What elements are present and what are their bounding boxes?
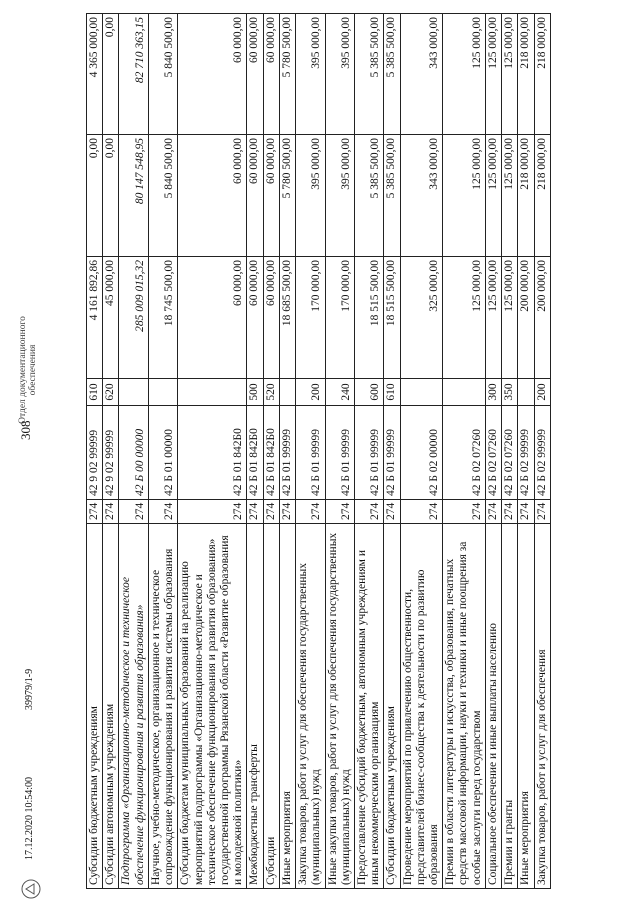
row-csr-code-cell: 42 Б 02 07260	[443, 406, 486, 500]
table-row	[119, 14, 148, 889]
row-amount-2021-cell: 60 000,00	[178, 257, 247, 379]
row-vedom-cell: 274	[178, 500, 247, 524]
table-row	[148, 14, 177, 889]
row-vedom-cell: 274	[263, 500, 279, 524]
row-vedom-cell: 274	[400, 500, 443, 524]
row-amount-2023-cell: 4 365 000,00	[87, 14, 103, 135]
table-row	[279, 14, 295, 889]
row-name-cell: Подпрограмма «Организационно-методическое и техническое обеспечение функционирования и развития образования»	[119, 524, 148, 889]
row-amount-2023-cell: 5 840 500,00	[148, 14, 177, 135]
table-row	[103, 14, 119, 889]
row-name-cell: Субсидии автономным учреждениям	[103, 524, 119, 889]
row-amount-2022-cell: 0,00	[103, 135, 119, 257]
table-row	[178, 14, 247, 889]
row-amount-2022-cell: 80 147 548,95	[119, 135, 148, 257]
footer-timestamp: 17.12.2020 10:54:00	[24, 776, 35, 860]
page-number: 308	[18, 420, 33, 440]
row-expense-type-cell: 240	[325, 379, 354, 406]
row-expense-type-cell	[279, 379, 295, 406]
table-row	[296, 14, 325, 889]
row-amount-2023-cell: 125 000,00	[443, 14, 486, 135]
row-csr-code-cell: 42 Б 02 99999	[534, 406, 550, 500]
stamp-logo-icon	[20, 878, 42, 900]
row-expense-type-cell: 300	[485, 379, 501, 406]
row-name-cell: Иные закупки товаров, работ и услуг для обеспечения государственных (муниципальных) нужд	[325, 524, 354, 889]
row-name-cell: Проведение мероприятий по привлечению общественности, представителей бизнес-сообщества к деятельности по развитию образования	[400, 524, 443, 889]
row-amount-2022-cell: 0,00	[87, 135, 103, 257]
row-csr-code-cell: 42 Б 01 842Б0	[178, 406, 247, 500]
table-row	[534, 14, 550, 889]
row-vedom-cell: 274	[518, 500, 534, 524]
row-amount-2023-cell: 395 000,00	[296, 14, 325, 135]
row-amount-2021-cell: 18 685 500,00	[279, 257, 295, 379]
row-name-cell: Социальное обеспечение и иные выплаты населению	[485, 524, 501, 889]
row-amount-2021-cell: 18 515 500,00	[354, 257, 383, 379]
row-csr-code-cell: 42 Б 02 07260	[485, 406, 501, 500]
row-amount-2023-cell: 125 000,00	[485, 14, 501, 135]
row-amount-2021-cell: 4 161 892,86	[87, 257, 103, 379]
row-name-cell: Закупка товаров, работ и услуг для обеспечения государственных (муниципальных) нужд	[296, 524, 325, 889]
row-amount-2023-cell: 0,00	[103, 14, 119, 135]
row-csr-code-cell: 42 Б 01 99999	[384, 406, 400, 500]
table-row	[384, 14, 400, 889]
row-expense-type-cell	[148, 379, 177, 406]
row-expense-type-cell: 610	[87, 379, 103, 406]
row-vedom-cell: 274	[103, 500, 119, 524]
row-name-cell: Субсидии бюджетным учреждениям	[87, 524, 103, 889]
row-csr-code-cell: 42 Б 01 99999	[296, 406, 325, 500]
row-vedom-cell: 274	[296, 500, 325, 524]
row-name-cell: Иные мероприятия	[279, 524, 295, 889]
row-csr-code-cell: 42 Б 01 00000	[148, 406, 177, 500]
row-name-cell: Субсидии бюджетам муниципальных образований на реализацию мероприятий подпрограммы «Организационно-методическое и техническое обеспечение функционирования и развития образования» государственной программы Рязанской области «Развитие образования и молодежной политики»	[178, 524, 247, 889]
footer-department: Отдел документационного обеспечения	[18, 316, 39, 424]
row-vedom-cell: 274	[354, 500, 383, 524]
row-csr-code-cell: 42 Б 02 99999	[518, 406, 534, 500]
row-name-cell: Субсидии	[263, 524, 279, 889]
row-amount-2022-cell: 60 000,00	[178, 135, 247, 257]
row-amount-2021-cell: 170 000,00	[296, 257, 325, 379]
row-amount-2023-cell: 218 000,00	[534, 14, 550, 135]
row-csr-code-cell: 42 Б 02 00000	[400, 406, 443, 500]
row-amount-2021-cell: 125 000,00	[443, 257, 486, 379]
table-row	[263, 14, 279, 889]
row-csr-code-cell: 42 Б 01 99999	[325, 406, 354, 500]
row-name-cell: Межбюджетные трансферты	[247, 524, 263, 889]
row-amount-2023-cell: 5 385 500,00	[354, 14, 383, 135]
footer-doc-code: 39979/1-9	[24, 668, 35, 710]
row-name-cell: Субсидии бюджетным учреждениям	[384, 524, 400, 889]
row-expense-type-cell	[518, 379, 534, 406]
row-amount-2021-cell: 200 000,00	[534, 257, 550, 379]
table-row	[247, 14, 263, 889]
row-amount-2021-cell: 60 000,00	[247, 257, 263, 379]
row-expense-type-cell: 620	[103, 379, 119, 406]
table-row	[443, 14, 486, 889]
row-expense-type-cell: 350	[502, 379, 518, 406]
row-vedom-cell: 274	[534, 500, 550, 524]
row-amount-2022-cell: 218 000,00	[534, 135, 550, 257]
row-amount-2022-cell: 395 000,00	[296, 135, 325, 257]
row-amount-2022-cell: 5 385 500,00	[354, 135, 383, 257]
row-csr-code-cell: 42 Б 02 07260	[502, 406, 518, 500]
row-vedom-cell: 274	[502, 500, 518, 524]
row-csr-code-cell: 42 Б 01 842Б0	[247, 406, 263, 500]
row-vedom-cell: 274	[87, 500, 103, 524]
row-name-cell: Премии и гранты	[502, 524, 518, 889]
row-amount-2021-cell: 125 000,00	[502, 257, 518, 379]
table-row	[485, 14, 501, 889]
row-csr-code-cell: 42 Б 01 842Б0	[263, 406, 279, 500]
budget-table	[86, 13, 551, 889]
row-csr-code-cell: 42 9 02 99999	[103, 406, 119, 500]
row-amount-2022-cell: 218 000,00	[518, 135, 534, 257]
row-amount-2021-cell: 45 000,00	[103, 257, 119, 379]
row-amount-2023-cell: 5 385 500,00	[384, 14, 400, 135]
row-expense-type-cell: 200	[296, 379, 325, 406]
row-amount-2021-cell: 170 000,00	[325, 257, 354, 379]
row-amount-2022-cell: 60 000,00	[247, 135, 263, 257]
row-amount-2021-cell: 325 000,00	[400, 257, 443, 379]
table-row	[325, 14, 354, 889]
row-amount-2023-cell: 125 000,00	[502, 14, 518, 135]
row-name-cell: Иные мероприятия	[518, 524, 534, 889]
row-amount-2021-cell: 200 000,00	[518, 257, 534, 379]
table-row	[502, 14, 518, 889]
row-expense-type-cell: 610	[384, 379, 400, 406]
row-name-cell: Премии в области литературы и искусства, образования, печатных средств массовой информации, науки и техники и иные поощрения за особые заслуги перед государством	[443, 524, 486, 889]
row-vedom-cell: 274	[485, 500, 501, 524]
row-amount-2022-cell: 60 000,00	[263, 135, 279, 257]
row-amount-2021-cell: 60 000,00	[263, 257, 279, 379]
row-vedom-cell: 274	[119, 500, 148, 524]
row-vedom-cell: 274	[148, 500, 177, 524]
table-row	[518, 14, 534, 889]
row-amount-2023-cell: 82 710 363,15	[119, 14, 148, 135]
row-amount-2021-cell: 18 515 500,00	[384, 257, 400, 379]
row-csr-code-cell: 42 Б 00 00000	[119, 406, 148, 500]
row-expense-type-cell: 500	[247, 379, 263, 406]
row-expense-type-cell: 200	[534, 379, 550, 406]
row-amount-2023-cell: 5 780 500,00	[279, 14, 295, 135]
table-row	[354, 14, 383, 889]
row-amount-2022-cell: 395 000,00	[325, 135, 354, 257]
row-amount-2021-cell: 18 745 500,00	[148, 257, 177, 379]
row-amount-2022-cell: 125 000,00	[485, 135, 501, 257]
page-footer	[18, 25, 58, 900]
row-expense-type-cell: 520	[263, 379, 279, 406]
row-name-cell: Научное, учебно-методическое, организационное и техническое сопровождение функционирования и развития системы образования	[148, 524, 177, 889]
row-amount-2021-cell: 285 009 015,32	[119, 257, 148, 379]
row-csr-code-cell: 42 Б 01 99999	[279, 406, 295, 500]
rotated-table-container	[86, 14, 616, 889]
row-expense-type-cell	[443, 379, 486, 406]
row-vedom-cell: 274	[247, 500, 263, 524]
row-amount-2021-cell: 125 000,00	[485, 257, 501, 379]
row-vedom-cell: 274	[325, 500, 354, 524]
row-expense-type-cell	[119, 379, 148, 406]
row-expense-type-cell	[400, 379, 443, 406]
row-amount-2023-cell: 395 000,00	[325, 14, 354, 135]
row-expense-type-cell: 600	[354, 379, 383, 406]
row-vedom-cell: 274	[443, 500, 486, 524]
row-amount-2023-cell: 60 000,00	[178, 14, 247, 135]
row-expense-type-cell	[178, 379, 247, 406]
row-amount-2023-cell: 218 000,00	[518, 14, 534, 135]
table-body	[87, 14, 551, 889]
table-row	[400, 14, 443, 889]
row-amount-2022-cell: 125 000,00	[443, 135, 486, 257]
row-amount-2022-cell: 125 000,00	[502, 135, 518, 257]
row-vedom-cell: 274	[279, 500, 295, 524]
row-amount-2023-cell: 60 000,00	[247, 14, 263, 135]
row-vedom-cell: 274	[384, 500, 400, 524]
row-amount-2023-cell: 60 000,00	[263, 14, 279, 135]
table-row	[87, 14, 103, 889]
row-amount-2023-cell: 343 000,00	[400, 14, 443, 135]
row-amount-2022-cell: 343 000,00	[400, 135, 443, 257]
row-amount-2022-cell: 5 385 500,00	[384, 135, 400, 257]
row-amount-2022-cell: 5 840 500,00	[148, 135, 177, 257]
row-name-cell: Закупка товаров, работ и услуг для обеспечения	[534, 524, 550, 889]
row-csr-code-cell: 42 Б 01 99999	[354, 406, 383, 500]
row-name-cell: Предоставление субсидий бюджетным, автономным учреждениям и иным некоммерческим организациям	[354, 524, 383, 889]
row-csr-code-cell: 42 9 02 99999	[87, 406, 103, 500]
row-amount-2022-cell: 5 780 500,00	[279, 135, 295, 257]
